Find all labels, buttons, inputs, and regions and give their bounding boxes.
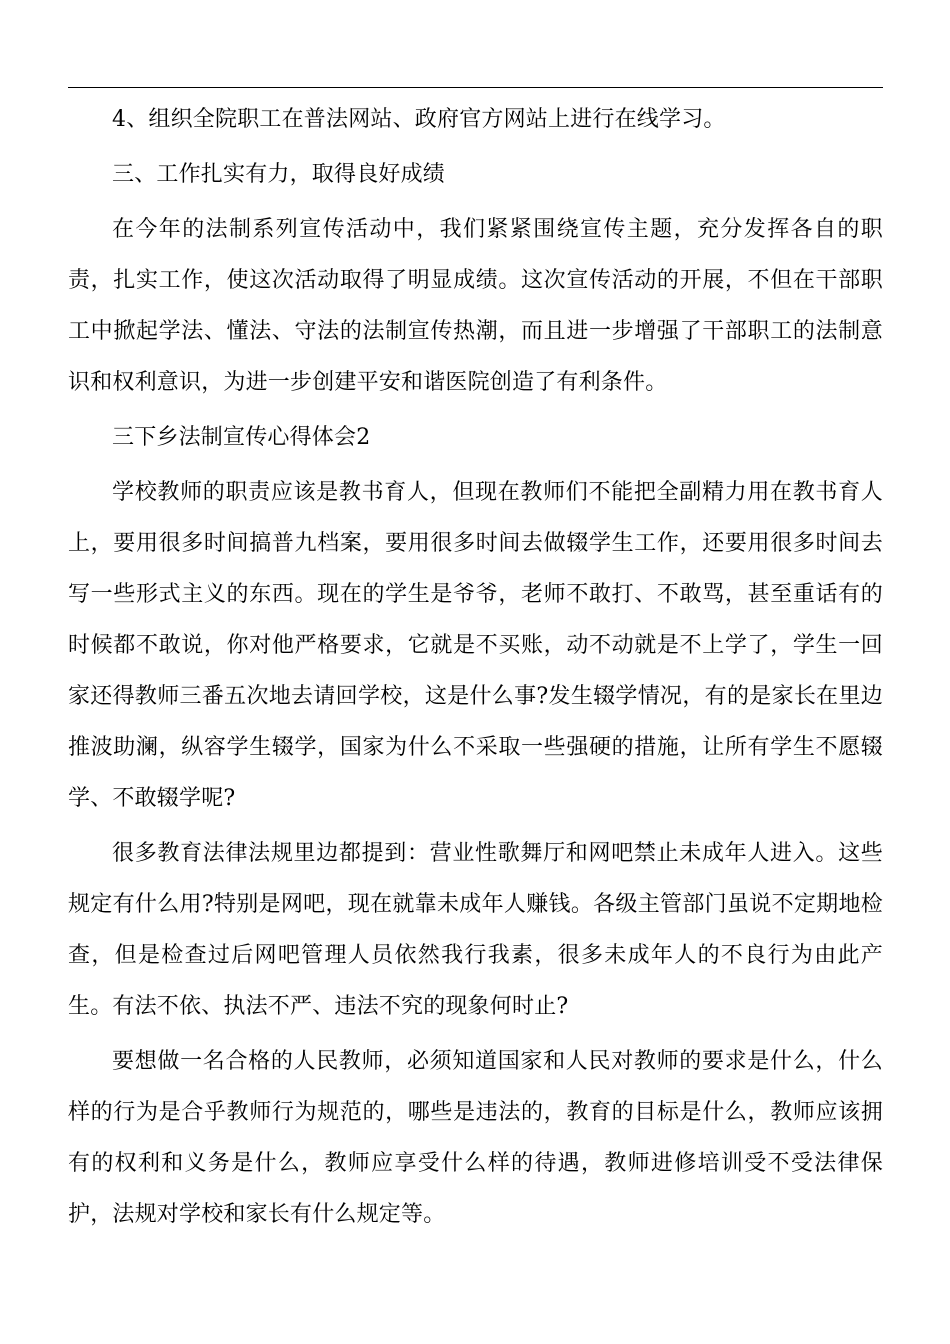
body-paragraph: 在今年的法制系列宣传活动中，我们紧紧围绕宣传主题，充分发挥各自的职责，扎实工作，使这次活动取得了明显成绩。这次宣传活动的开展，不但在干部职工中掀起学法、懂法、守法的法制宣传热潮，而且进一步增强了干部职工的法制意识和权利意识，为进一步创建平安和谐医院创造了有利条件。: [68, 217, 883, 395]
document-body: [68, 94, 883, 1244]
body-paragraph: 学校教师的职责应该是教书育人，但现在教师们不能把全副精力用在教书育人上，要用很多时间搞普九档案，要用很多时间去做辍学生工作，还要用很多时间去写一些形式主义的东西。现在的学生是爷爷，老师不敢打、不敢骂，甚至重话有的时候都不敢说，你对他严格要求，它就是不买账，动不动就是不上学了，学生一回家还得教师三番五次地去请回学校，这是什么事?发生辍学情况，有的是家长在里边推波助澜，纵容学生辍学，国家为什么不采取一些强硬的措施，让所有学生不愿辍学、不敢辍学呢?: [68, 480, 883, 811]
header-rule: [68, 87, 883, 88]
article-title: 三下乡法制宣传心得体会2: [112, 425, 371, 450]
list-item-paragraph: 4、组织全院职工在普法网站、政府官方网站上进行在线学习。: [112, 107, 726, 132]
body-paragraph: 要想做一名合格的人民教师，必须知道国家和人民对教师的要求是什么，什么样的行为是合乎教师行为规范的，哪些是违法的，教育的目标是什么，教师应该拥有的权利和义务是什么，教师应享受什么样的待遇，教师进修培训受不受法律保护，法规对学校和家长有什么规定等。: [68, 1049, 883, 1227]
section-heading: 三、工作扎实有力，取得良好成绩: [112, 162, 446, 187]
body-paragraph: 很多教育法律法规里边都提到：营业性歌舞厅和网吧禁止未成年人进入。这些规定有什么用?特别是网吧，现在就靠未成年人赚钱。各级主管部门虽说不定期地检查，但是检查过后网吧管理人员依然我行我素，很多未成年人的不良行为由此产生。有法不依、执法不严、违法不究的现象何时止?: [68, 841, 883, 1019]
